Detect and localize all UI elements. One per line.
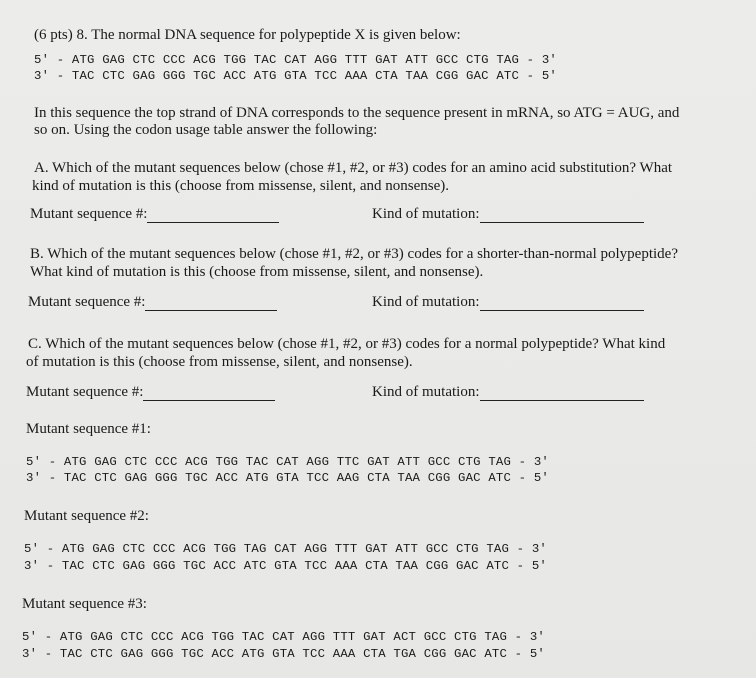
question-c-kind-answer-blank[interactable] [480, 386, 644, 401]
question-b-kind-label [372, 294, 644, 311]
question-a-line-2: kind of mutation is this (choose from missense, silent, and nonsense). [32, 178, 450, 194]
mutant-3-top-strand: 5' - ATG GAG CTC CCC ACG TGG TAC CAT AGG TTT GAT ACT GCC CTG TAG - 3' [22, 630, 545, 644]
normal-bottom-strand: 3' - TAC CTC GAG GGG TGC ACC ATG GTA TCC AAA CTA TAA CGG GAC ATC - 5' [34, 69, 557, 83]
kind-of-mutation-label: Kind of mutation: [372, 294, 480, 310]
question-c-mutant-label [26, 384, 275, 401]
question-c-line-1: C. Which of the mutant sequences below (chose #1, #2, or #3) codes for a normal polypeptide? What kind [28, 336, 666, 352]
mutant-3-bottom-strand: 3' - TAC CTC GAG GGG TGC ACC ATG GTA TCC AAA CTA TGA CGG GAC ATC - 5' [22, 647, 545, 661]
mutant-1-bottom-strand: 3' - TAC CTC GAG GGG TGC ACC ATG GTA TCC AAG CTA TAA CGG GAC ATC - 5' [26, 471, 549, 485]
question-header: (6 pts) 8. The normal DNA sequence for polypeptide X is given below: [34, 27, 461, 43]
question-c-kind-label [372, 384, 644, 401]
question-a-kind-answer-blank[interactable] [480, 208, 644, 223]
question-b-mutant-answer-blank[interactable] [145, 296, 277, 311]
question-b-line-2: What kind of mutation is this (choose from missense, silent, and nonsense). [30, 264, 484, 280]
mutant-number-label: Mutant sequence #: [28, 294, 146, 310]
mutant-2-bottom-strand: 3' - TAC CTC GAG GGG TGC ACC ATC GTA TCC AAA CTA TAA CGG GAC ATC - 5' [24, 559, 547, 573]
mutant-1-label: Mutant sequence #1: [26, 421, 151, 437]
question-b-mutant-label [28, 294, 277, 311]
kind-of-mutation-label: Kind of mutation: [372, 206, 480, 222]
mutant-2-top-strand: 5' - ATG GAG CTC CCC ACG TGG TAG CAT AGG TTT GAT ATT GCC CTG TAG - 3' [24, 542, 547, 556]
question-b-line-1: B. Which of the mutant sequences below (chose #1, #2, or #3) codes for a shorter-than-normal polypeptide? [30, 246, 678, 262]
question-a-mutant-label [30, 206, 279, 223]
mutant-2-label: Mutant sequence #2: [24, 508, 149, 524]
intro-line-2: so on. Using the codon usage table answer the following: [34, 122, 378, 138]
question-a-mutant-answer-blank[interactable] [147, 208, 279, 223]
question-a-line-1: A. Which of the mutant sequences below (chose #1, #2, or #3) codes for an amino acid substitution? What [34, 160, 673, 176]
normal-top-strand: 5' - ATG GAG CTC CCC ACG TGG TAC CAT AGG TTT GAT ATT GCC CTG TAG - 3' [34, 53, 557, 67]
intro-line-1: In this sequence the top strand of DNA corresponds to the sequence present in mRNA, so ATG = AUG, and [34, 105, 680, 121]
mutant-1-top-strand: 5' - ATG GAG CTC CCC ACG TGG TAC CAT AGG TTC GAT ATT GCC CTG TAG - 3' [26, 455, 549, 469]
question-a-kind-label [372, 206, 644, 223]
kind-of-mutation-label: Kind of mutation: [372, 384, 480, 400]
mutant-number-label: Mutant sequence #: [30, 206, 148, 222]
question-c-line-2: of mutation is this (choose from missense, silent, and nonsense). [26, 354, 413, 370]
mutant-number-label: Mutant sequence #: [26, 384, 144, 400]
mutant-3-label: Mutant sequence #3: [22, 596, 147, 612]
question-b-kind-answer-blank[interactable] [480, 296, 644, 311]
question-c-mutant-answer-blank[interactable] [143, 386, 275, 401]
